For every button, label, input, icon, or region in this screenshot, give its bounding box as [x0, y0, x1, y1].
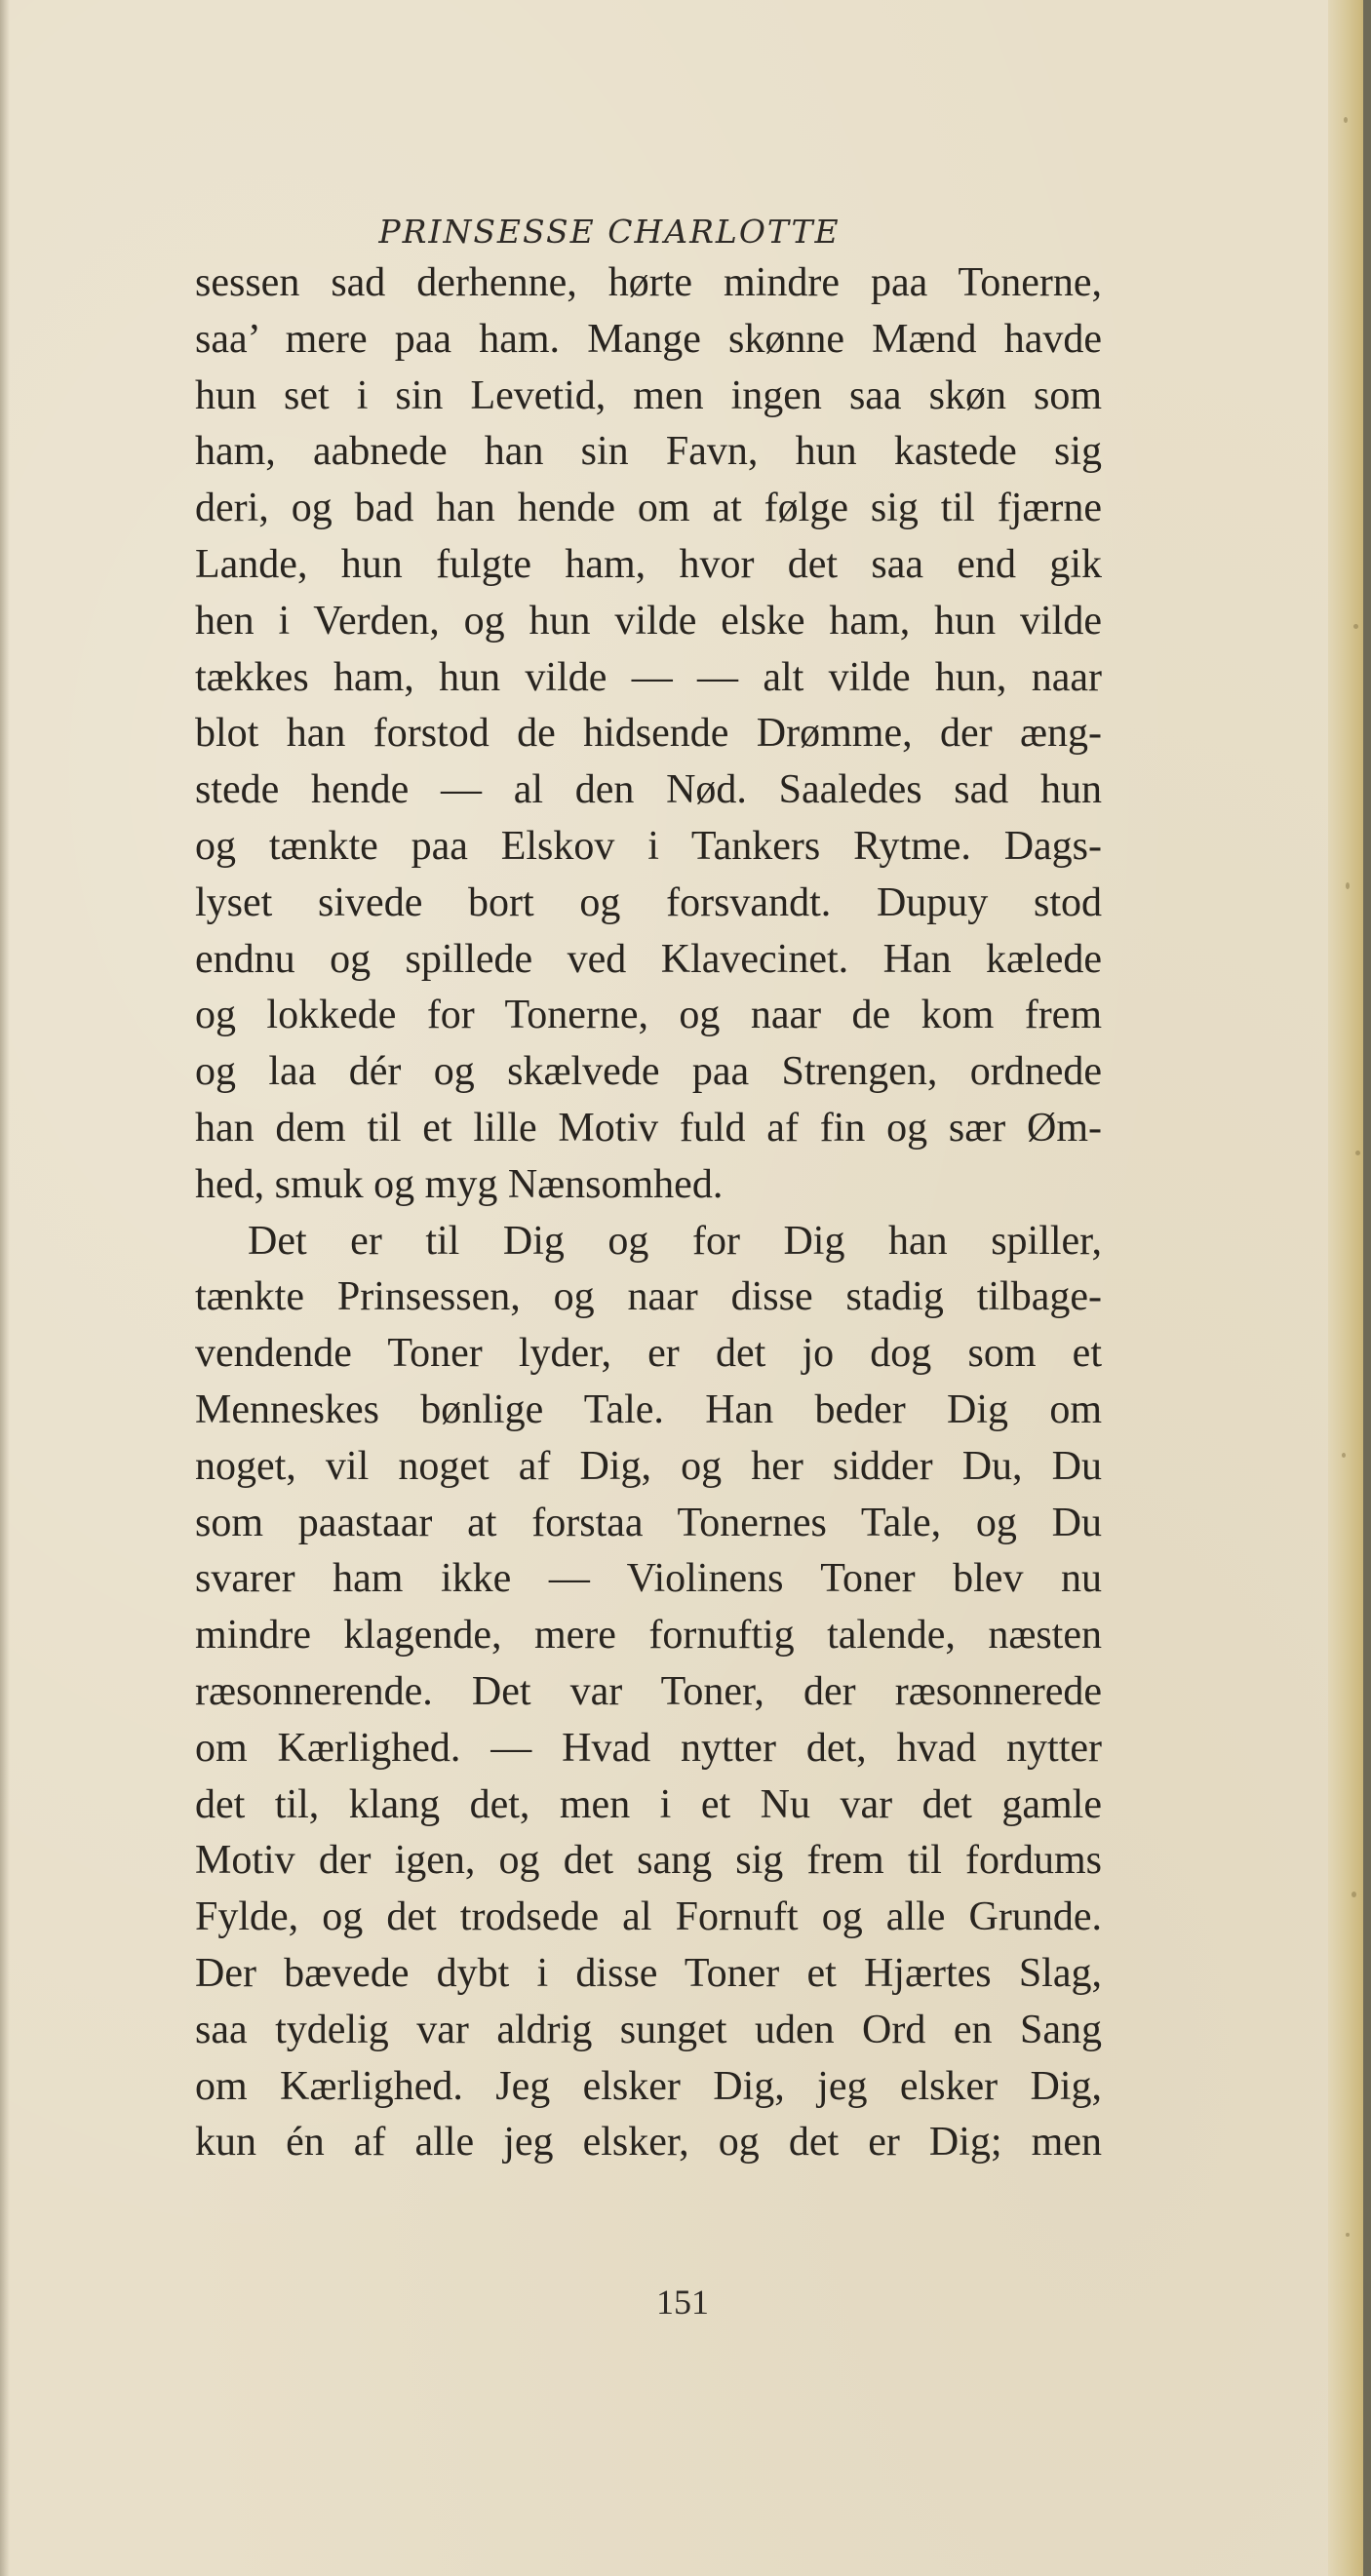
page-edge-border	[1363, 0, 1371, 2576]
text-line: hun set i sin Levetid, men ingen saa skøn som	[195, 372, 1102, 418]
paper-fleck	[1353, 624, 1358, 629]
text-line: blot han forstod de hidsende Drømme, der æng-	[195, 711, 1102, 757]
text-line: saa’ mere paa ham. Mange skønne Mænd havde	[195, 316, 1102, 362]
text-line: Lande, hun fulgte ham, hvor det saa end gik	[195, 541, 1102, 587]
text-line: Fylde, og det trodsede al Fornuft og alle Grunde.	[195, 1894, 1102, 1940]
text-line: Der bævede dybt i disse Toner et Hjærtes Slag,	[195, 1950, 1102, 1996]
text-line: det til, klang det, men i et Nu var det gamle	[195, 1781, 1102, 1827]
text-line: ræsonnerende. Det var Toner, der ræsonnerede	[195, 1668, 1102, 1714]
text-line: mindre klagende, mere fornuftig talende, næsten	[195, 1613, 1102, 1659]
paper-fleck	[1351, 1892, 1356, 1897]
paper-fleck	[1344, 117, 1348, 123]
text-line: hen i Verden, og hun vilde elske ham, hun vilde	[195, 598, 1102, 644]
paragraph	[195, 255, 1102, 1214]
text-line: Det er til Dig og for Dig han spiller,	[248, 1218, 1102, 1264]
paper-fleck	[1346, 882, 1350, 889]
text-line: og tænkte paa Elskov i Tankers Rytme. Dags-	[195, 823, 1102, 869]
text-line: deri, og bad han hende om at følge sig til fjærne	[195, 486, 1102, 531]
paper-fleck	[1355, 1151, 1360, 1155]
text-line: om Kærlighed. Jeg elsker Dig, jeg elsker Dig,	[195, 2063, 1102, 2109]
text-line: og laa dér og skælvede paa Strengen, ordnede	[195, 1049, 1102, 1095]
text-line: tænkte Prinsessen, og naar disse stadig tilbage-	[195, 1274, 1102, 1320]
paragraph	[195, 1214, 1102, 2172]
text-line: svarer ham ikke — Violinens Toner blev nu	[195, 1556, 1102, 1602]
body-text	[195, 255, 1102, 2171]
text-line: sessen sad derhenne, hørte mindre paa Tonerne,	[195, 260, 1102, 305]
page-number: 151	[656, 2283, 709, 2322]
text-line: hed, smuk og myg Nænsomhed.	[195, 1161, 724, 1207]
text-line: Motiv der igen, og det sang sig frem til fordums	[195, 1838, 1102, 1884]
page-gutter-shadow	[0, 0, 10, 2576]
text-line: tækkes ham, hun vilde — — alt vilde hun, naar	[195, 654, 1102, 700]
text-line: og lokkede for Tonerne, og naar de kom frem	[195, 993, 1102, 1038]
paper-fleck	[1342, 1453, 1346, 1458]
text-line: kun én af alle jeg elsker, og det er Dig; men	[195, 2120, 1102, 2166]
text-line: om Kærlighed. — Hvad nytter det, hvad nytter	[195, 1725, 1102, 1771]
text-line: noget, vil noget af Dig, og her sidder Du, Du	[195, 1443, 1102, 1489]
text-line: endnu og spillede ved Klavecinet. Han kælede	[195, 936, 1102, 982]
running-header: PRINSESSE CHARLOTTE	[378, 213, 841, 251]
text-line: Menneskes bønlige Tale. Han beder Dig om	[195, 1386, 1102, 1432]
text-line: lyset sivede bort og forsvandt. Dupuy stod	[195, 879, 1102, 925]
text-line: stede hende — al den Nød. Saaledes sad hun	[195, 767, 1102, 813]
text-line: ham, aabnede han sin Favn, hun kastede sig	[195, 429, 1102, 475]
text-line: vendende Toner lyder, er det jo dog som et	[195, 1331, 1102, 1377]
text-line: han dem til et lille Motiv fuld af fin og sær Øm-	[195, 1105, 1102, 1151]
text-line: saa tydelig var aldrig sunget uden Ord en Sang	[195, 2007, 1102, 2052]
paper-fleck	[1346, 2233, 1350, 2237]
text-line: som paastaar at forstaa Tonernes Tale, og Du	[195, 1500, 1102, 1545]
